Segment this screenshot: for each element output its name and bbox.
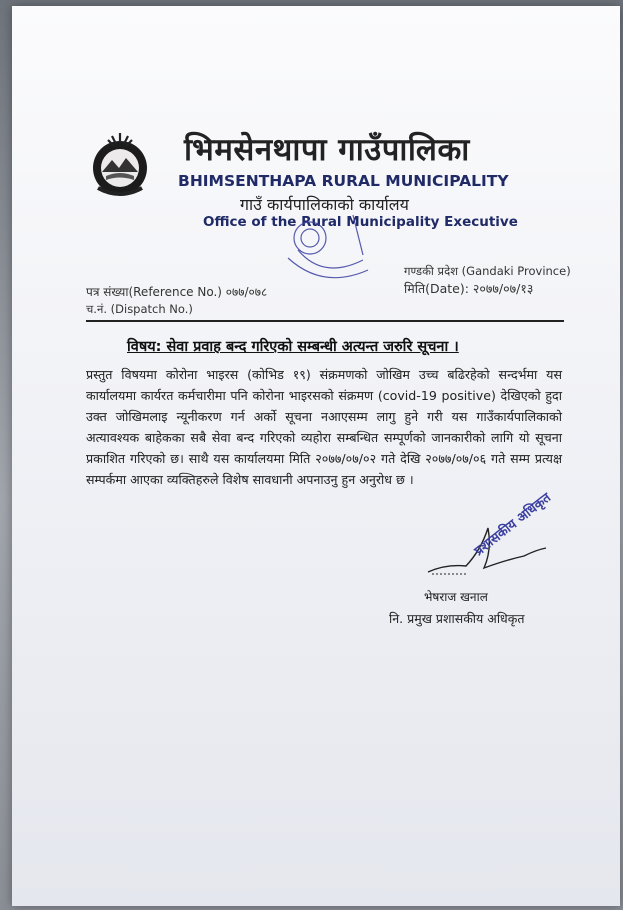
reference-number: पत्र संख्या(Reference No.) ०७७/०७८: [86, 285, 268, 299]
date-field: मिति(Date): २०७७/०७/१३: [404, 281, 534, 296]
notice-body: प्रस्तुत विषयमा कोरोना भाइरस (कोभिड १९) संक्रमणको जोखिम उच्च बढिरहेको सन्दर्भमा यस कार्यालयमा कार्यरत कर्मचारीमा पनि कोरोना भाइरसको संक्रमण (covid-19 positive) देखिएको हुदा उक्त जोखिमलाइ न्यूनीकरण गर्न अर्को सूचना नआएसम्म लागु हुने गरी यस गाउँकार्यपालिकाको अत्यावश्यक बाहेकका सबै सेवा बन्द गरिएको व्यहोरा सम्बन्धित सम्पूर्णको जानकारीको लागि यो सूचना प्रकाशित गरिएको छ। साथै यस कार्यालयमा मिति २०७७/०७/०२ गते देखि २०७७/०७/०६ गते सम्म प्रत्यक्ष सम्पर्कमा आएका व्यक्तिहरुले विशेष सावधानी अपनाउनु हुन अनुरोध छ ।: [86, 367, 562, 487]
province-label: गण्डकी प्रदेश (Gandaki Province): [404, 264, 571, 278]
officer-stamp: प्रशासकीय अधिकृत: [471, 490, 554, 560]
signatory-name: भेषराज खनाल: [424, 590, 488, 604]
header-divider: [86, 320, 564, 322]
notice-subject: विषय: सेवा प्रवाह बन्द गरिएको सम्बन्धी अत्यन्त जरुरि सूचना ।: [127, 339, 459, 355]
municipality-logo: [88, 130, 152, 202]
office-name-english: Office of the Rural Municipality Executive: [203, 214, 518, 230]
dispatch-number: च.नं. (Dispatch No.): [86, 302, 193, 316]
office-stamp: [268, 210, 378, 290]
municipality-name-nepali: भिमसेनथापा गाउँपालिका: [184, 132, 470, 168]
signatory-title: नि. प्रमुख प्रशासकीय अधिकृत: [389, 611, 525, 626]
office-name-nepali: गाउँ कार्यपालिकाको कार्यालय: [240, 195, 409, 214]
municipality-name-english: BHIMSENTHAPA RURAL MUNICIPALITY: [178, 172, 509, 190]
